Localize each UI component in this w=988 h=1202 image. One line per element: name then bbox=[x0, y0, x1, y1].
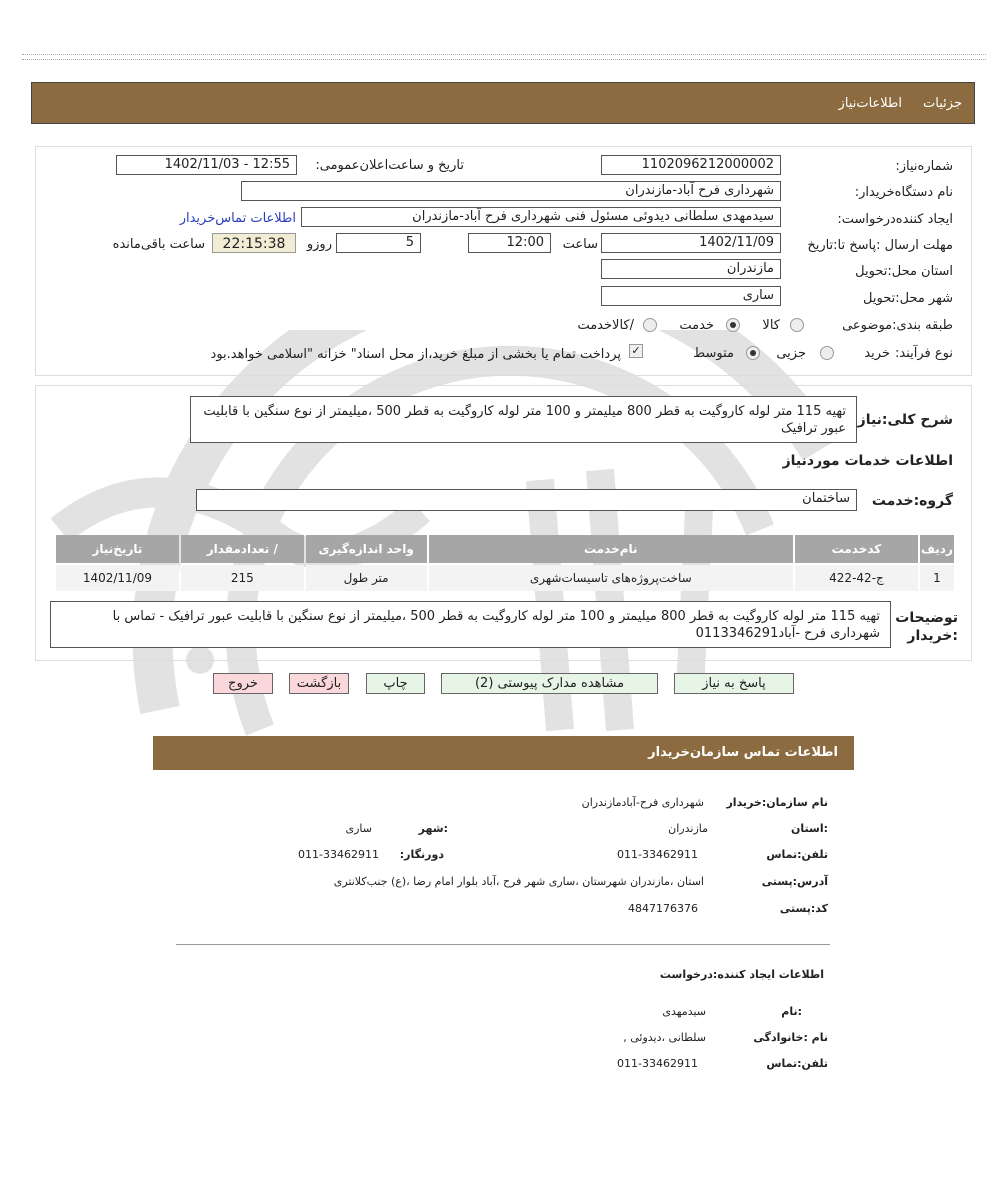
cell-name: ساخت‌پروژه‌های تاسیسات‌شهری bbox=[429, 565, 794, 591]
family-label: نام :خانوادگی bbox=[753, 1031, 828, 1044]
city-field: ساری bbox=[601, 286, 781, 306]
category-goods-radio[interactable] bbox=[790, 318, 804, 332]
org-label: نام سازمان:خریدار bbox=[726, 796, 828, 809]
cell-unit: متر طول bbox=[306, 565, 427, 591]
process-minor-label: جزیی bbox=[776, 346, 806, 361]
process-medium-radio[interactable] bbox=[746, 346, 760, 360]
fax-label: دورنگار: bbox=[399, 848, 444, 861]
print-button[interactable]: چاپ bbox=[366, 673, 425, 694]
need-number-label: شماره‌نیاز: bbox=[895, 159, 953, 174]
table-row bbox=[56, 565, 954, 591]
cell-code: ج-42-422 bbox=[795, 565, 918, 591]
province-field: مازندران bbox=[601, 259, 781, 279]
col-date: تاریخ‌نیاز bbox=[56, 535, 179, 563]
tab-need-info[interactable]: اطلاعات‌نیاز bbox=[838, 96, 902, 111]
payment-checkbox[interactable]: ✓ bbox=[629, 344, 643, 358]
category-goods-label: کالا bbox=[762, 318, 780, 333]
creator-label: ایجاد کننده‌درخواست: bbox=[837, 212, 953, 227]
cell-row: 1 bbox=[920, 565, 954, 591]
buyer-notes-text: تهیه 115 متر لوله کاروگیت به قطر 800 میلیمتر و 100 متر لوله کاروگیت به قطر 500 ،میلیمتر از نوع سنگین با قابلیت عبور ترافیک - تماس با شهرداری فرح -آباد0113346291 bbox=[50, 601, 891, 648]
attachments-button[interactable]: مشاهده مدارک پیوستی (2) bbox=[441, 673, 658, 694]
days-label: روزو bbox=[306, 237, 332, 252]
process-medium-label: متوسط bbox=[693, 346, 734, 361]
creator-phone-value: 011-33462911 bbox=[617, 1057, 698, 1070]
category-label: طبقه بندی:موضوعی bbox=[842, 318, 953, 333]
buyer-notes-label: توضیحات :خریدار bbox=[895, 610, 958, 644]
category-service-radio[interactable] bbox=[726, 318, 740, 332]
category-both-radio[interactable] bbox=[643, 318, 657, 332]
org-value: شهرداری فرح-آبادمازندران bbox=[581, 796, 704, 809]
category-both-label: /کالاخدمت bbox=[577, 318, 634, 333]
creator-field: سیدمهدی سلطانی دیدوئی مسئول فنی شهرداری فرح آباد-مازندران bbox=[301, 207, 781, 227]
postal-label: کد:پستی bbox=[779, 902, 828, 915]
col-row: ردیف bbox=[920, 535, 954, 563]
summary-text: تهیه 115 متر لوله کاروگیت به قطر 800 میلیمتر و 100 متر لوله کاروگیت به قطر 500 ،میلیمتر از نوع سنگین با قابلیت عبور ترافیک bbox=[190, 396, 857, 443]
deadline-label: مهلت ارسال :پاسخ تا:تاریخ bbox=[807, 238, 953, 253]
province-contact-value: مازندران bbox=[668, 822, 708, 835]
time-label: ساعت bbox=[562, 237, 598, 252]
contact-divider bbox=[176, 944, 830, 945]
process-label: نوع فرآیند: bbox=[895, 346, 953, 361]
services-title: اطلاعات خدمات موردنیاز bbox=[782, 453, 953, 469]
deadline-time-field: 12:00 bbox=[468, 233, 551, 253]
city-label: شهر محل:تحویل bbox=[863, 291, 953, 306]
process-minor-radio[interactable] bbox=[820, 346, 834, 360]
group-field: ساختمان bbox=[196, 489, 857, 511]
contact-title: اطلاعات تماس سازمان‌خریدار bbox=[648, 745, 838, 760]
col-unit: واحد اندازه‌گیری bbox=[306, 535, 427, 563]
col-qty: / تعدادمقدار bbox=[181, 535, 304, 563]
summary-label: شرح کلی:نیاز bbox=[857, 412, 953, 428]
city-contact-value: ساری bbox=[345, 822, 372, 835]
postal-value: 4847176376 bbox=[628, 902, 698, 915]
province-label: استان محل:تحویل bbox=[855, 264, 953, 279]
name-label: :نام bbox=[781, 1005, 802, 1018]
fax-value: 011-33462911 bbox=[298, 848, 379, 861]
buyer-org-label: نام دستگاه‌خریدار: bbox=[854, 185, 953, 200]
title-bar bbox=[31, 82, 975, 124]
family-value: سلطانی ،دیدوئی , bbox=[623, 1031, 706, 1044]
exit-button[interactable]: خروج bbox=[213, 673, 273, 694]
reply-button[interactable]: پاسخ به نیاز bbox=[674, 673, 794, 694]
services-table bbox=[54, 533, 956, 593]
name-value: سیدمهدی bbox=[662, 1005, 706, 1018]
remaining-label: ساعت باقی‌مانده bbox=[112, 237, 205, 252]
days-field: 5 bbox=[336, 233, 421, 253]
creator-phone-label: تلفن:تماس bbox=[766, 1057, 828, 1070]
address-label: آدرس:پستی bbox=[761, 875, 828, 888]
announce-label: تاریخ و ساعت‌اعلان‌عمومی: bbox=[315, 158, 464, 173]
buyer-org-field: شهرداری فرح آباد-مازندران bbox=[241, 181, 781, 201]
cell-date: 1402/11/09 bbox=[56, 565, 179, 591]
contact-section-header bbox=[153, 736, 854, 770]
back-button[interactable]: بازگشت bbox=[289, 673, 349, 694]
phone-value: 011-33462911 bbox=[617, 848, 698, 861]
payment-note: پرداخت تمام یا بخشی از مبلغ خرید،از محل اسناد" خزانه "اسلامی خواهد.بود bbox=[210, 347, 621, 362]
address-value: استان ،مازندران شهرستان ،ساری شهر فرح ،آباد بلوار امام رضا ،(ع) جنب‌کلانتری bbox=[333, 875, 704, 888]
need-number-field: 1102096212000002 bbox=[601, 155, 781, 175]
province-contact-label: :استان bbox=[791, 822, 828, 835]
process-buy-label: خرید bbox=[864, 346, 890, 361]
city-contact-label: :شهر bbox=[418, 822, 448, 835]
phone-label: تلفن:تماس bbox=[766, 848, 828, 861]
col-name: نام‌خدمت bbox=[429, 535, 794, 563]
table-header-row bbox=[56, 535, 954, 563]
group-label: گروه:خدمت bbox=[871, 493, 953, 509]
remaining-time: 22:15:38 bbox=[212, 233, 296, 253]
deadline-date-field: 1402/11/09 bbox=[601, 233, 781, 253]
creator-info-title: اطلاعات ایجاد کننده:درخواست bbox=[659, 968, 824, 981]
category-service-label: خدمت bbox=[679, 318, 714, 333]
top-divider bbox=[22, 54, 986, 60]
tab-details[interactable]: جزئیات bbox=[923, 96, 962, 111]
buyer-contact-link[interactable]: اطلاعات تماس‌خریدار bbox=[179, 211, 296, 226]
col-code: کدخدمت bbox=[795, 535, 918, 563]
announce-field: 1402/11/03 - 12:55 bbox=[116, 155, 297, 175]
cell-qty: 215 bbox=[181, 565, 304, 591]
